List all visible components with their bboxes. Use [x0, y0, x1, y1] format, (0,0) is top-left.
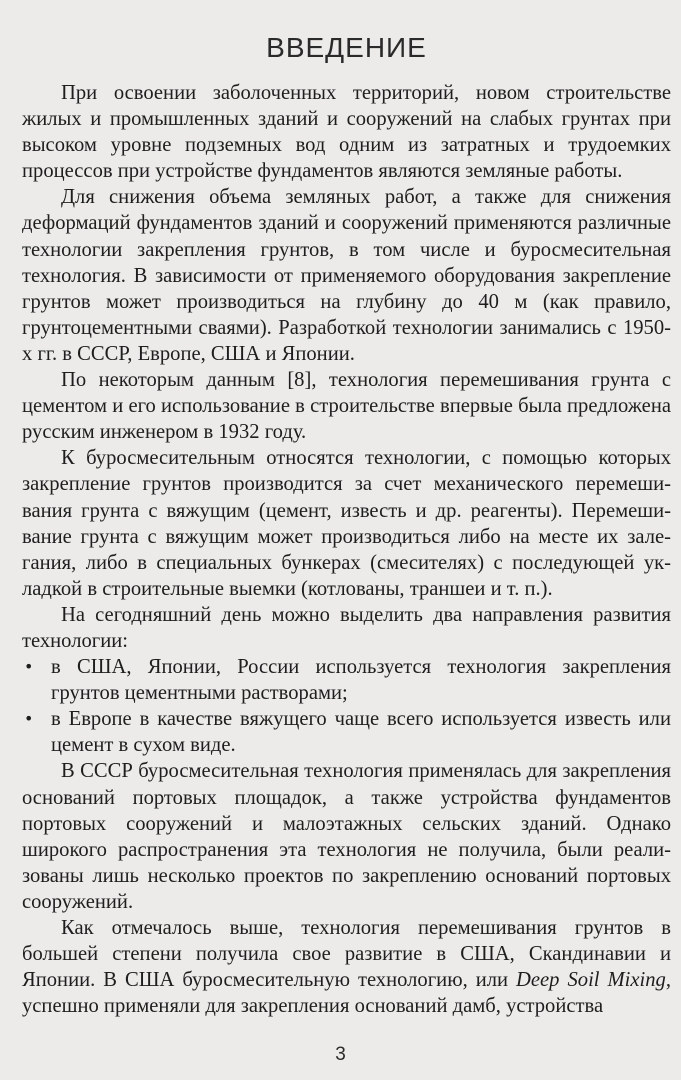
list-item [22, 706, 671, 758]
paragraph-1: При освоении заболоченных территорий, новом строительстве жилых и промышленных зданий и сооружений на слабых грунтах при высоком уровне подземных вод одним из затратных и трудоемких процессов при устройстве фундаментов являются земляные работы. [22, 82, 671, 183]
bullet-icon: • [24, 709, 34, 729]
paragraph-4: К буросмесительным относятся технологии, с помощью которых закрепление грунтов производится за счет механического перемешивания грунта с вяжущим (цемент, известь и др. реагенты). Перемешивание грунта с вяжущим может производиться либо на месте их залегания, либо в специальных бункерах (смесителях) с последующей укладкой в строительные выемки (котлованы, траншеи и т. п.). [22, 447, 671, 600]
deep-soil-mixing-term: Deep Soil Mixing [516, 969, 666, 992]
paragraph-7-start: Как отмечалось выше, технология перемешивания грунтов в большей степени получила свое развитие в США, Скандинавии и Японии. В США буросмесительную технологию, или [22, 917, 671, 992]
list-item-text: в США, Японии, России используется технология закрепления грунтов цементными растворами; [51, 656, 671, 705]
body-text [22, 80, 671, 1019]
paragraph-5: На сегодняшний день можно выделить два направления развития технологии: [22, 603, 671, 652]
list-item-text: в Европе в качестве вяжущего чаще всего используется известь или цемент в сухом виде. [51, 708, 671, 757]
list-item [22, 654, 671, 706]
paragraph-6: В СССР буросмесительная технология применялась для закрепления оснований портовых площадок, а также устройства фундаментов портовых сооружений и малоэтажных сельских зданий. Однако широкого распространения эта технология не получила, были реализованы лишь несколько проектов по закреплению оснований портовых сооружений. [22, 760, 671, 913]
paragraph-2: Для снижения объема земляных работ, а также для снижения деформаций фундаментов зданий и сооружений применяются различные технологии закрепления грунтов, в том числе и буросмесительная технология. В зависимости от применяемого оборудования закрепление грунтов может производиться на глубину до 40 м (как правило, грунтоцементными сваями). Разработкой технологии занимались с 1950-х гг. в СССР, Европе, США и Японии. [22, 186, 671, 365]
paragraph-7-end: , успешно применяли для закрепления оснований дамб, устройства [22, 969, 671, 1018]
bullet-icon: • [24, 657, 34, 677]
page-title: ВВЕДЕНИЕ [266, 32, 427, 63]
paragraph-3: По некоторым данным [8], технология перемешивания грунта с цементом и его использование в строительстве впервые была предложена русским инженером в 1932 году. [22, 369, 671, 444]
page-number: 3 [335, 1044, 346, 1065]
bullet-list [22, 654, 671, 758]
paragraph-7 [22, 915, 671, 1019]
